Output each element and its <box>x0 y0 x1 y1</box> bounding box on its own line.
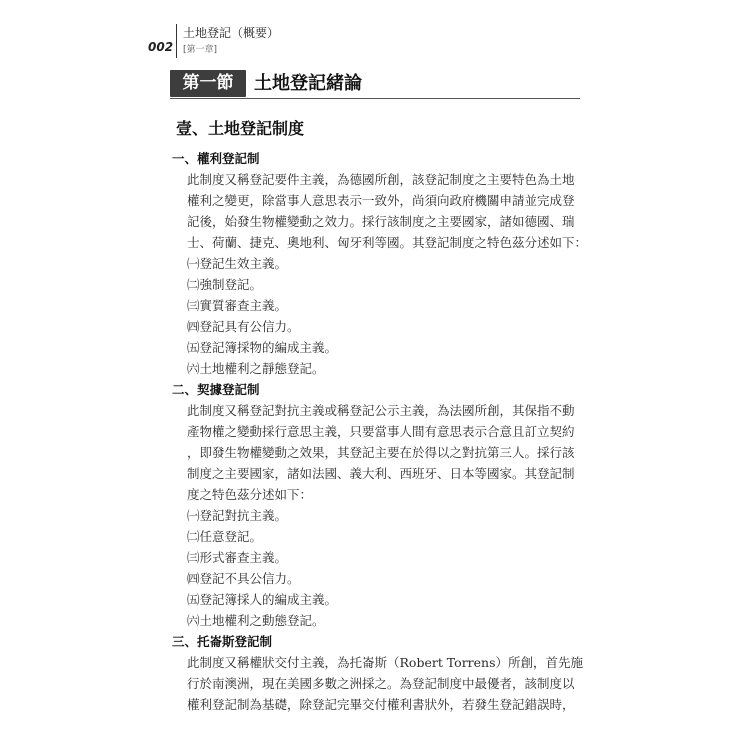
paragraph-line: 士、荷蘭、捷克、奧地利、匈牙利等國。其登記制度之特色茲分述如下： <box>187 235 588 250</box>
list-item: ㈣登記不具公信力。 <box>187 571 300 586</box>
list-item: ㈢形式審查主義。 <box>187 550 288 565</box>
running-header-title: 土地登記（概要） <box>183 26 280 40</box>
subsection-heading: 一、權利登記制 <box>172 151 260 166</box>
list-item: ㈠登記對抗主義。 <box>187 508 288 523</box>
header-divider <box>176 24 177 58</box>
paragraph-line: 度之特色茲分述如下： <box>187 487 313 502</box>
paragraph-line: 權利登記制為基礎，除登記完畢交付權利書狀外，若發生登記錯誤時， <box>187 697 575 712</box>
subsection-block <box>172 631 582 715</box>
list-item: ㈥土地權利之動態登記。 <box>187 613 325 628</box>
paragraph-line: 權利之變更，除當事人意思表示一致外，尚須向政府機關申請並完成登 <box>187 193 575 208</box>
page-number: 002 <box>148 40 174 54</box>
list-item: ㈣登記具有公信力。 <box>187 319 300 334</box>
list-item: ㈠登記生效主義。 <box>187 256 288 271</box>
paragraph-line: 行於南澳洲，現在美國多數之洲採之。為登記制度中最優者，該制度以 <box>187 676 575 691</box>
list-item: ㈤登記簿採物的編成主義。 <box>187 340 338 355</box>
section-divider <box>170 98 580 99</box>
paragraph-line: 記後，始發生物權變動之效力。採行該制度之主要國家，諸如德國、瑞 <box>187 214 575 229</box>
page-body <box>172 148 588 715</box>
subsection-block <box>172 148 588 379</box>
subsection-heading: 二、契據登記制 <box>172 382 260 397</box>
list-item: ㈡強制登記。 <box>187 277 263 292</box>
paragraph-line: 制度之主要國家，諸如法國、義大利、西班牙、日本等國家。其登記制 <box>187 466 575 481</box>
list-item: ㈡任意登記。 <box>187 529 263 544</box>
paragraph-line: 此制度又稱登記對抗主義或稱登記公示主義，為法國所創，其保指不動 <box>187 403 575 418</box>
part-title: 壹、土地登記制度 <box>176 119 305 138</box>
running-header-chapter: [第一章] <box>183 45 218 55</box>
paragraph-line: 此制度又稱權狀交付主義，為托崙斯（Robert Torrens）所創，首先施 <box>187 655 584 670</box>
section-badge: 第一節 <box>170 70 246 97</box>
section-title: 土地登記緒論 <box>254 73 362 94</box>
subsection-block <box>172 379 582 631</box>
subsection-heading: 三、托崙斯登記制 <box>172 634 273 649</box>
paragraph-line: 此制度又稱登記要件主義，為德國所創，該登記制度之主要特色為土地 <box>187 172 575 187</box>
paragraph-line: 產物權之變動採行意思主義，只要當事人間有意思表示合意且訂立契約 <box>187 424 575 439</box>
list-item: ㈥土地權利之靜態登記。 <box>187 361 325 376</box>
list-item: ㈤登記簿採人的編成主義。 <box>187 592 338 607</box>
paragraph-line: ，即發生物權變動之效果，其登記主要在於得以之對抗第三人。採行該 <box>187 445 575 460</box>
list-item: ㈢實質審查主義。 <box>187 298 288 313</box>
